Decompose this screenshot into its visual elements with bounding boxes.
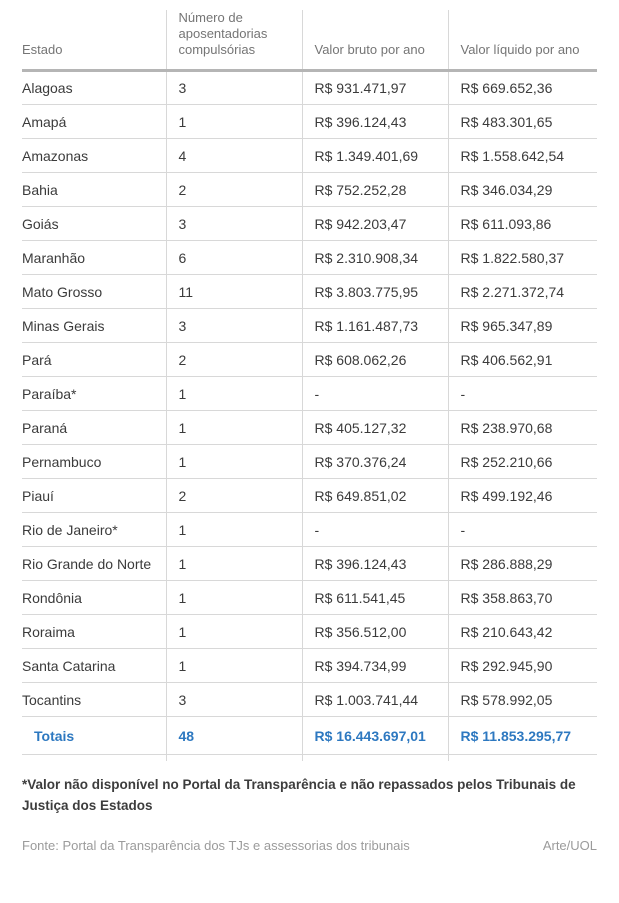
estado-cell: Paraná: [22, 411, 166, 445]
bruto-cell: R$ 752.252,28: [302, 173, 448, 207]
table-row: [22, 581, 597, 615]
table-bottom-stub: [22, 755, 597, 761]
liquido-cell: R$ 483.301,65: [448, 105, 597, 139]
table-row: [22, 649, 597, 683]
bruto-cell: R$ 1.349.401,69: [302, 139, 448, 173]
table-row: [22, 173, 597, 207]
estado-cell: Bahia: [22, 173, 166, 207]
bruto-cell: R$ 931.471,97: [302, 71, 448, 105]
numero-cell: 3: [166, 683, 302, 717]
table-row: [22, 139, 597, 173]
bruto-cell: R$ 356.512,00: [302, 615, 448, 649]
totals-bruto-cell: R$ 16.443.697,01: [302, 717, 448, 755]
estado-cell: Amazonas: [22, 139, 166, 173]
totals-label: Totais: [22, 717, 166, 755]
liquido-cell: R$ 611.093,86: [448, 207, 597, 241]
bruto-cell: R$ 1.003.741,44: [302, 683, 448, 717]
col-header-bruto: Valor bruto por ano: [302, 10, 448, 71]
table-row: [22, 615, 597, 649]
numero-cell: 2: [166, 343, 302, 377]
table-row: [22, 207, 597, 241]
bruto-cell: R$ 405.127,32: [302, 411, 448, 445]
liquido-cell: R$ 252.210,66: [448, 445, 597, 479]
table-row: [22, 683, 597, 717]
table-row: [22, 479, 597, 513]
liquido-cell: R$ 578.992,05: [448, 683, 597, 717]
bruto-cell: R$ 649.851,02: [302, 479, 448, 513]
table-row: [22, 309, 597, 343]
estado-cell: Pará: [22, 343, 166, 377]
numero-cell: 1: [166, 513, 302, 547]
numero-cell: 1: [166, 377, 302, 411]
bruto-cell: R$ 1.161.487,73: [302, 309, 448, 343]
bruto-cell: -: [302, 377, 448, 411]
liquido-cell: R$ 499.192,46: [448, 479, 597, 513]
source-text: Fonte: Portal da Transparência dos TJs e assessorias dos tribunais: [22, 837, 410, 853]
totals-numero-cell: 48: [166, 717, 302, 755]
liquido-cell: R$ 346.034,29: [448, 173, 597, 207]
source-row: [22, 838, 597, 853]
header-row: [22, 10, 597, 71]
estado-cell: Alagoas: [22, 71, 166, 105]
liquido-cell: R$ 669.652,36: [448, 71, 597, 105]
estado-cell: Rio de Janeiro*: [22, 513, 166, 547]
table-row: [22, 275, 597, 309]
numero-cell: 1: [166, 581, 302, 615]
liquido-cell: R$ 238.970,68: [448, 411, 597, 445]
bruto-cell: R$ 396.124,43: [302, 105, 448, 139]
bruto-cell: -: [302, 513, 448, 547]
bruto-cell: R$ 2.310.908,34: [302, 241, 448, 275]
estado-cell: Minas Gerais: [22, 309, 166, 343]
numero-cell: 1: [166, 445, 302, 479]
estado-cell: Maranhão: [22, 241, 166, 275]
liquido-cell: R$ 1.558.642,54: [448, 139, 597, 173]
estado-cell: Goiás: [22, 207, 166, 241]
table-row: [22, 105, 597, 139]
estado-cell: Amapá: [22, 105, 166, 139]
bruto-cell: R$ 370.376,24: [302, 445, 448, 479]
numero-cell: 3: [166, 71, 302, 105]
bruto-cell: R$ 3.803.775,95: [302, 275, 448, 309]
table-row: [22, 411, 597, 445]
liquido-cell: R$ 210.643,42: [448, 615, 597, 649]
numero-cell: 1: [166, 649, 302, 683]
liquido-cell: R$ 406.562,91: [448, 343, 597, 377]
estado-cell: Rio Grande do Norte: [22, 547, 166, 581]
liquido-cell: -: [448, 377, 597, 411]
infographic-page: [0, 10, 619, 903]
numero-cell: 3: [166, 309, 302, 343]
table-row: [22, 445, 597, 479]
col-header-estado: Estado: [22, 10, 166, 71]
numero-cell: 4: [166, 139, 302, 173]
col-header-liquido: Valor líquido por ano: [448, 10, 597, 71]
table-row: [22, 513, 597, 547]
numero-cell: 1: [166, 105, 302, 139]
bruto-cell: R$ 608.062,26: [302, 343, 448, 377]
footnote: *Valor não disponível no Portal da Transparência e não repassados pelos Tribunais de Justiça dos Estados: [22, 776, 576, 813]
liquido-cell: R$ 292.945,90: [448, 649, 597, 683]
bruto-cell: R$ 942.203,47: [302, 207, 448, 241]
numero-cell: 2: [166, 479, 302, 513]
table-row: [22, 547, 597, 581]
col-header-numero: Número de aposentadorias compulsórias: [166, 10, 302, 71]
estado-cell: Santa Catarina: [22, 649, 166, 683]
estado-cell: Pernambuco: [22, 445, 166, 479]
numero-cell: 1: [166, 615, 302, 649]
compulsory-retirements-table: [22, 10, 597, 761]
numero-cell: 6: [166, 241, 302, 275]
numero-cell: 1: [166, 411, 302, 445]
estado-cell: Roraima: [22, 615, 166, 649]
liquido-cell: R$ 358.863,70: [448, 581, 597, 615]
bruto-cell: R$ 396.124,43: [302, 547, 448, 581]
estado-cell: Piauí: [22, 479, 166, 513]
liquido-cell: R$ 286.888,29: [448, 547, 597, 581]
numero-cell: 2: [166, 173, 302, 207]
numero-cell: 11: [166, 275, 302, 309]
totals-row: [22, 717, 597, 755]
liquido-cell: R$ 1.822.580,37: [448, 241, 597, 275]
estado-cell: Paraíba*: [22, 377, 166, 411]
liquido-cell: R$ 2.271.372,74: [448, 275, 597, 309]
table-row: [22, 71, 597, 105]
estado-cell: Rondônia: [22, 581, 166, 615]
liquido-cell: -: [448, 513, 597, 547]
table-row: [22, 241, 597, 275]
totals-liquido-cell: R$ 11.853.295,77: [448, 717, 597, 755]
liquido-cell: R$ 965.347,89: [448, 309, 597, 343]
table-row: [22, 377, 597, 411]
bruto-cell: R$ 611.541,45: [302, 581, 448, 615]
estado-cell: Tocantins: [22, 683, 166, 717]
estado-cell: Mato Grosso: [22, 275, 166, 309]
table-row: [22, 343, 597, 377]
numero-cell: 3: [166, 207, 302, 241]
credit-text: Arte/UOL: [542, 837, 597, 853]
bruto-cell: R$ 394.734,99: [302, 649, 448, 683]
numero-cell: 1: [166, 547, 302, 581]
